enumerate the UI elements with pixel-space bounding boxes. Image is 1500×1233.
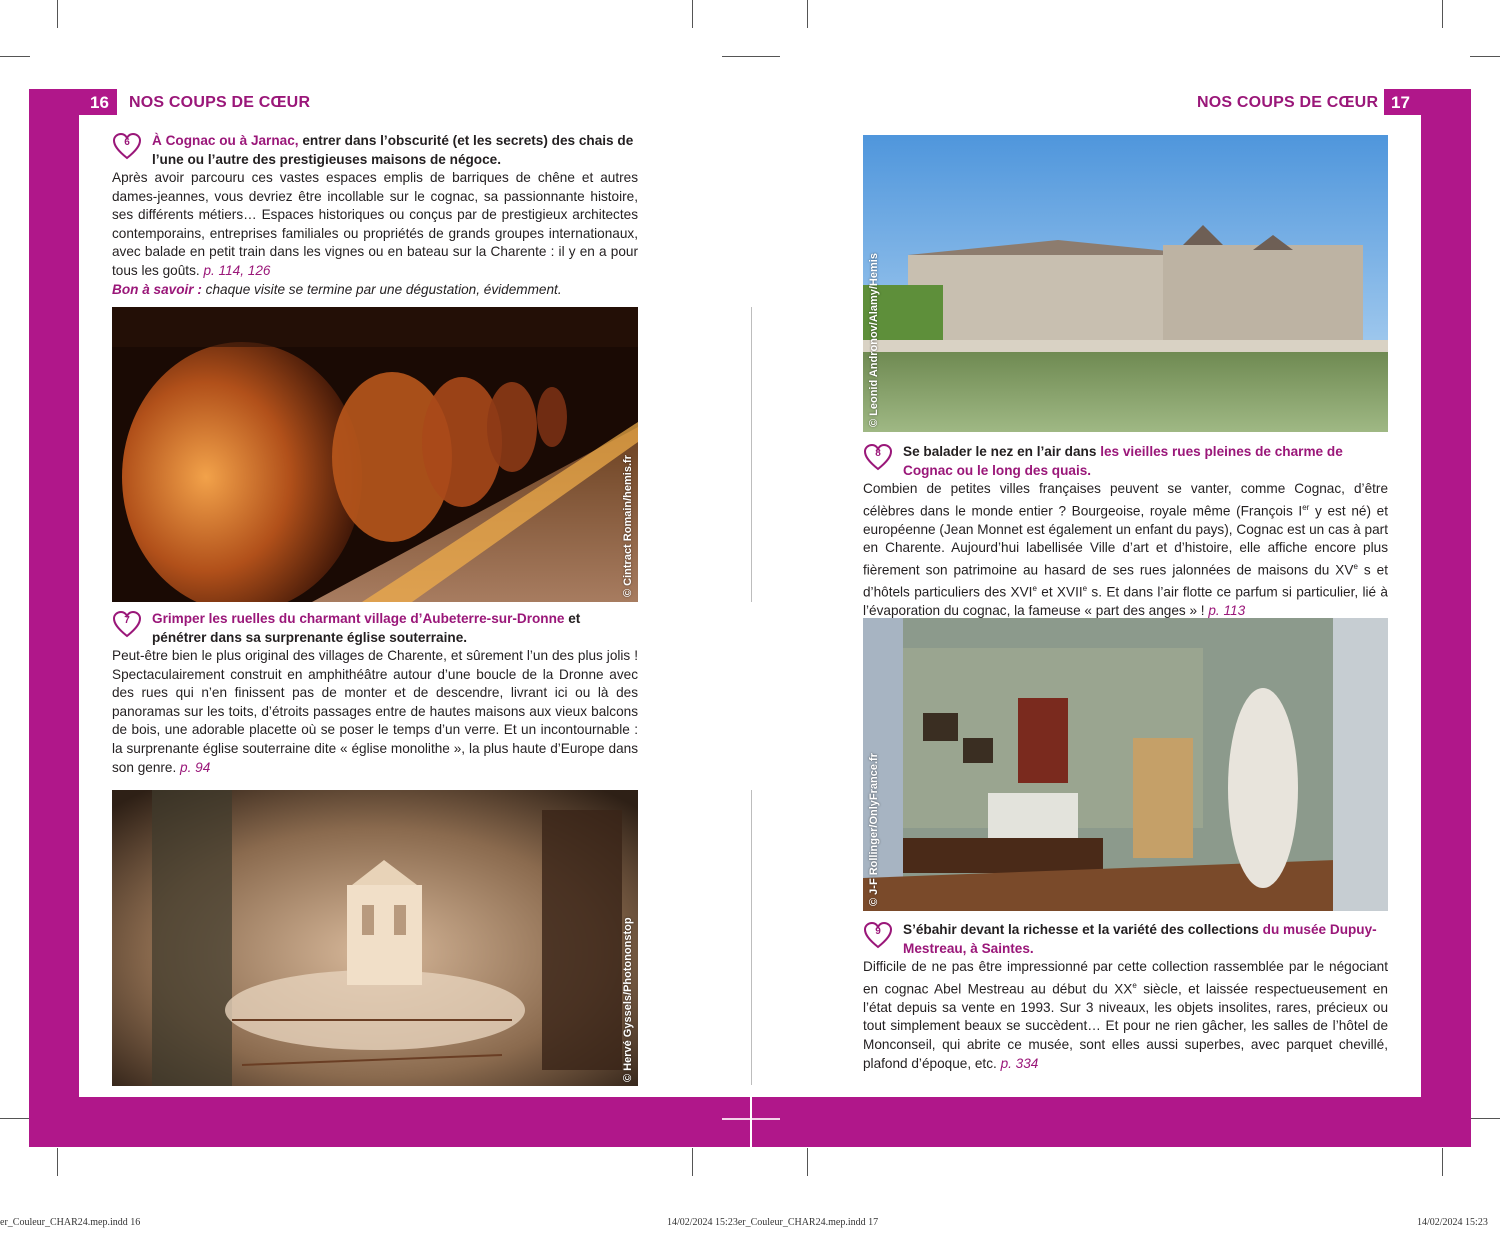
photo-museum-interior: [863, 618, 1388, 911]
crop-mark: [0, 1118, 30, 1119]
heart-icon: 8: [863, 443, 893, 471]
crop-mark: [692, 1148, 693, 1176]
gutter-line: [751, 307, 752, 602]
crop-mark: [1442, 1148, 1443, 1176]
crop-mark: [1470, 1118, 1500, 1119]
crop-mark: [1442, 0, 1443, 28]
entry-body: Combien de petites villes françaises peuvent se vanter, comme Cognac, d’être célèbres dans le monde entier ? Bourgeoise, royale même (François Ier y est né) et européenne (Jean Monnet est également un enfant du pays), Cognac est un cas à part en Charente. Aujourd’hui labellisée Ville d’art et d’histoire, elle affiche encore plus fièrement son patrimoine au hasard de ses rues jalonnées de maisons du XVe s et d’hôtels particuliers des XVIe et XVIIe s. Et dans l’air flotte ce parfum si particulier, lié à l’évaporation du cognac, la fameuse « part des anges » ! p. 113: [863, 481, 1389, 619]
heart-icon: 6: [112, 132, 142, 160]
crop-mark: [722, 56, 780, 57]
entry-title: 7 Grimper les ruelles du charmant village d’Aubeterre-sur-Dronne et pénétrer dans sa surprenante église souterraine.: [112, 610, 638, 647]
page-number-right: 17: [1391, 93, 1410, 112]
entry-7: [112, 610, 638, 777]
photo-credit: © Hervé Gyssels/Photononstop: [622, 917, 634, 1082]
entry-body: Difficile de ne pas être impressionné par cette collection rassemblée par le négociant en cognac Abel Mestreau au début du XXe siècle, et laissée respectueusement en l’état depuis sa vente en 1993. Sur 3 niveaux, les objets insolites, rares, précieux ou tout simplement beaux se succèdent… Et pour ne rien gâcher, les salles de l’hôtel de Monconseil, qui abrite ce musée, sont elles aussi superbes, avec parquet chevillé, plafond d’époque, etc. p. 334: [863, 959, 1388, 1071]
entry-6: [112, 132, 638, 299]
crop-mark: [692, 0, 693, 28]
crop-mark: [1470, 56, 1500, 57]
crop-mark: [807, 1148, 808, 1176]
crop-mark: [57, 0, 58, 28]
entry-title: 6 À Cognac ou à Jarnac, entrer dans l’obscurité (et les secrets) des chais de l’une ou l’autre des prestigieuses maisons de négoce.: [112, 132, 638, 169]
page-reference: p. 334: [1000, 1055, 1039, 1071]
heart-icon: 7: [112, 610, 142, 638]
slug-middle: 14/02/2024 15:23er_Couleur_CHAR24.mep.indd 17: [667, 1217, 879, 1228]
left-page-margin-band: [29, 89, 79, 1147]
tip-text: chaque visite se termine par une dégustation, évidemment.: [201, 281, 562, 297]
photo-credit: © Leonid Andronov/Alamy/Hemis: [868, 253, 880, 427]
gutter-divider: [750, 1090, 752, 1148]
left-page-bottom-band: [29, 1097, 750, 1147]
photo-credit: © J-F Rollinger/OnlyFrance.fr: [868, 753, 880, 906]
heart-icon: 9: [863, 921, 893, 949]
photo-monolithic-church: [112, 790, 638, 1086]
entry-9: [863, 921, 1388, 1073]
page-reference: p. 114, 126: [203, 262, 271, 278]
page-reference: p. 94: [180, 759, 211, 775]
gutter-line: [751, 790, 752, 1085]
running-head-right: NOS COUPS DE CŒUR: [1197, 94, 1379, 111]
entry-title: 9 S’ébahir devant la richesse et la variété des collections du musée Dupuy-Mestreau, à Saintes.: [863, 921, 1388, 958]
entry-8: [863, 443, 1388, 621]
crop-mark: [807, 0, 808, 28]
crop-mark: [0, 56, 30, 57]
entry-body: Peut-être bien le plus original des villages de Charente, et sûrement l’un des plus jolis ! Spectaculairement construit en amphithéâtre autour d’une boucle de la Dronne avec des rues qui n’en finissent pas de monter et de descendre, livrant ici ou là des panoramas sur les toits, d’étroits passages entre de hautes maisons aux vieux balcons de bois, une adorable placette où se poser le temps d’un verre. Et un incontournable : la surprenante église souterraine dite « église monolithe », la plus haute d’Europe dans son genre. p. 94: [112, 648, 638, 775]
entry-body: Après avoir parcouru ces vastes espaces emplis de barriques de chêne et autres dames-jeannes, vous devriez être incollable sur le cognac, sa passionnante histoire, ses différents métiers… Espaces historiques ou conçus par de prestigieux architectes contemporains, entreprises familiales ou propriétés de grands groupes internationaux, avec balade en petit train dans les vignes ou en bateau sur la Charente : il y en a pour tous les goûts. p. 114, 126 Bon à savoir : chaque visite se termine par une dégustation, évidemment.: [112, 170, 638, 297]
slug-right: 14/02/2024 15:23: [1417, 1217, 1488, 1228]
crop-mark: [57, 1148, 58, 1176]
running-head-left: NOS COUPS DE CŒUR: [129, 94, 311, 111]
right-page-bottom-band: [752, 1097, 1471, 1147]
page-reference: p. 113: [1208, 603, 1246, 619]
page-number-left: 16: [90, 93, 109, 112]
tip-label: Bon à savoir :: [112, 281, 202, 297]
photo-cognac-cellar: [112, 307, 638, 602]
photo-cognac-chateau: [863, 135, 1388, 432]
right-page-margin-band: [1421, 89, 1471, 1147]
photo-credit: © Cintract Romain/hemis.fr: [622, 455, 634, 597]
slug-left: er_Couleur_CHAR24.mep.indd 16: [0, 1217, 141, 1228]
entry-title: 8 Se balader le nez en l’air dans les vieilles rues pleines de charme de Cognac ou le long des quais.: [863, 443, 1388, 480]
